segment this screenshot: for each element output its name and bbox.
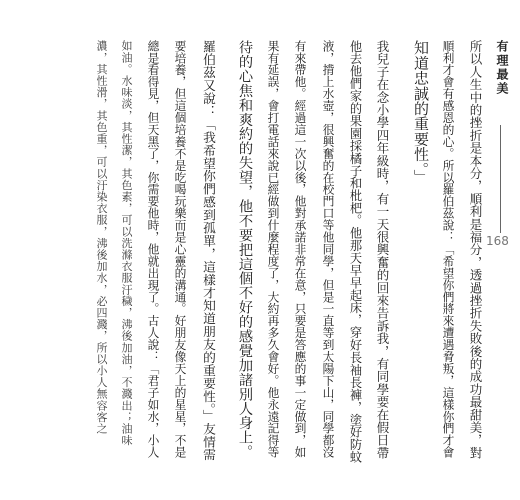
text-line: 待的心焦和爽約的失望，他不要把這個不好的感覺加諸別人身上。 bbox=[237, 40, 253, 460]
text-line: 液，揹上水壺，很興奮的在校門口等他同學，但是一直等到太陽下山，同學都沒 bbox=[321, 40, 335, 459]
page-number: 168 bbox=[486, 234, 509, 248]
text-line: 總是看得見，但天黑了，你需要他時，他就出現了。古人說：「君子如水，小人 bbox=[146, 40, 160, 459]
text-line: 濃，其性滑，其色重，可以汙染衣服，沸後加水，必四濺，所以小人無容客之 bbox=[95, 40, 108, 435]
text-line: 羅伯茲又說：「我希望你們感到孤單，這樣才知道朋友的重要性。」友情需 bbox=[200, 40, 215, 461]
text-line: 果有延誤，會打電話來說已經做到什麼程度了，大約再多久會好。他永遠記得等 bbox=[266, 40, 280, 459]
text-line: 知道忠誠的重要性。」 bbox=[412, 40, 430, 185]
running-head: 有理最美 bbox=[495, 40, 509, 96]
text-line: 有來帶他。經過這一次以後，他對承諾非常在意，只要是答應的事一定做到，如 bbox=[293, 40, 307, 459]
text-line: 要培養，但這個培養不是吃喝玩樂而是心靈的溝通。好朋友像天上的星星，不是 bbox=[173, 40, 187, 459]
text-line: 順利才會有感恩的心。所以羅伯茲說：「希望你們將來遭遇脅叛，這樣你們才會 bbox=[441, 40, 455, 459]
header-rule bbox=[500, 125, 501, 233]
text-line: 所以人生中的挫折是本分，順利是福分，透過挫折失敗後的成功最甜美，對 bbox=[468, 40, 483, 460]
text-line: 如油。水味淡，其性潔，其色素，可以洗滌衣服汙穢，沸後加油，不濺出；油味 bbox=[120, 40, 133, 446]
text-line: 我兒子在念小學四年級時，有一天很興奮的回來告訴我，有同學要在假日帶 bbox=[375, 40, 390, 460]
text-line: 他去他們家的果園採橘子和枇杷。他那天早早起床，穿好長袖長褲，塗好防蚊 bbox=[348, 40, 362, 464]
